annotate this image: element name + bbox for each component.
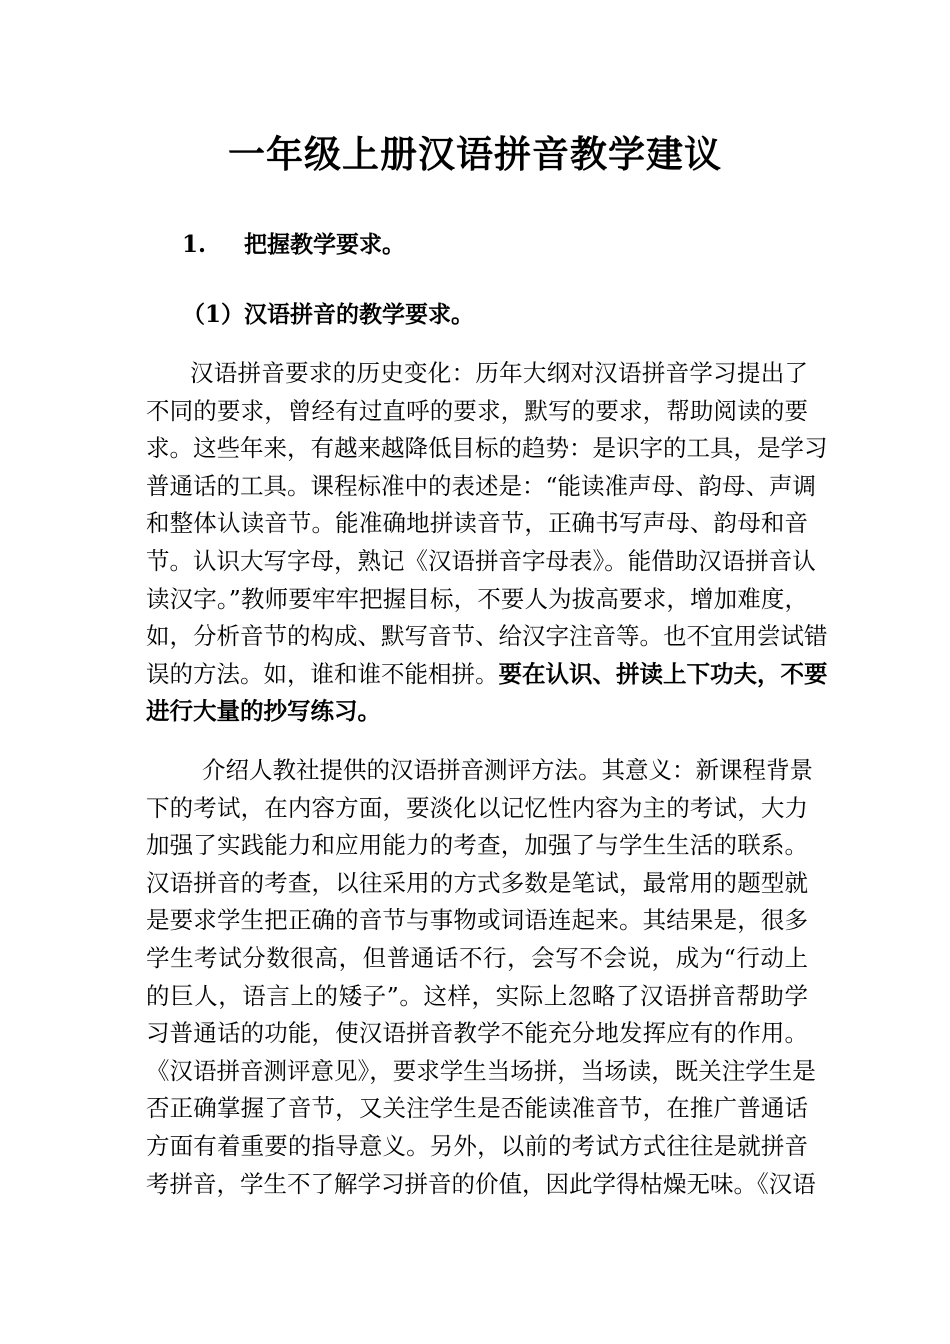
text-line: 方面有着重要的指导意义。另外，以前的考试方式往往是就拼音	[146, 1131, 808, 1160]
section-heading-text: 把握教学要求。	[244, 231, 405, 258]
paragraph-assessment	[146, 752, 816, 1203]
section-heading	[182, 226, 405, 259]
text-line: 否正确掌握了音节，又关注学生是否能读准音节，在推广普通话	[146, 1094, 808, 1123]
document-title: 一年级上册汉语拼音教学建议	[228, 132, 722, 176]
text-line: 习普通话的功能，使汉语拼音教学不能充分地发挥应有的作用。	[146, 1019, 808, 1048]
subsection-heading: （1）汉语拼音的教学要求。	[182, 301, 475, 328]
text-line: 学生考试分数很高，但普通话不行，会写不会说，成为“行动上	[146, 943, 808, 972]
text-line: 不同的要求，曾经有过直呼的要求，默写的要求，帮助阅读的要	[146, 396, 808, 425]
text-line: 是要求学生把正确的音节与事物或词语连起来。其结果是，很多	[146, 906, 808, 935]
emphasis-line: 进行大量的抄写练习。	[146, 697, 381, 726]
text-line: 读汉字。”教师要牢牢把握目标，不要人为拔高要求，增加难度，	[146, 584, 808, 613]
text-line: 普通话的工具。课程标准中的表述是：“能读准声母、韵母、声调	[146, 471, 817, 500]
emphasis-text: 要在认识、拼读上下功夫，不要	[498, 659, 828, 688]
section-number: 1.	[182, 231, 207, 258]
text-line: 介绍人教社提供的汉语拼音测评方法。其意义：新课程背景	[202, 756, 813, 784]
text-line: 考拼音，学生不了解学习拼音的价值，因此学得枯燥无味。《汉语	[146, 1169, 816, 1198]
text-segment: 误的方法。如，谁和谁不能相拼。	[146, 659, 499, 688]
text-line: 节。认识大写字母，熟记《汉语拼音字母表》。能借助汉语拼音认	[146, 546, 816, 575]
text-line: 的巨人，语言上的矮子”。这样，实际上忽略了汉语拼音帮助学	[146, 981, 808, 1010]
text-line: 如，分析音节的构成、默写音节、给汉字注音等。也不宜用尝试错	[146, 622, 828, 651]
text-line-mixed	[146, 656, 828, 694]
text-line: 下的考试，在内容方面，要淡化以记忆性内容为主的考试，大力	[146, 793, 808, 822]
text-line: 汉语拼音要求的历史变化：历年大纲对汉语拼音学习提出了	[190, 359, 808, 387]
text-line: 汉语拼音的考查，以往采用的方式多数是笔试，最常用的题型就	[146, 868, 808, 897]
text-line: 加强了实践能力和应用能力的考查，加强了与学生生活的联系。	[146, 831, 808, 860]
text-line: 《汉语拼音测评意见》，要求学生当场拼，当场读，既关注学生是	[146, 1056, 816, 1085]
text-line: 和整体认读音节。能准确地拼读音节，正确书写声母、韵母和音	[146, 509, 808, 538]
text-line: 求。这些年来，有越来越降低目标的趋势：是识字的工具，是学习	[146, 434, 828, 463]
paragraph-history	[146, 355, 828, 731]
